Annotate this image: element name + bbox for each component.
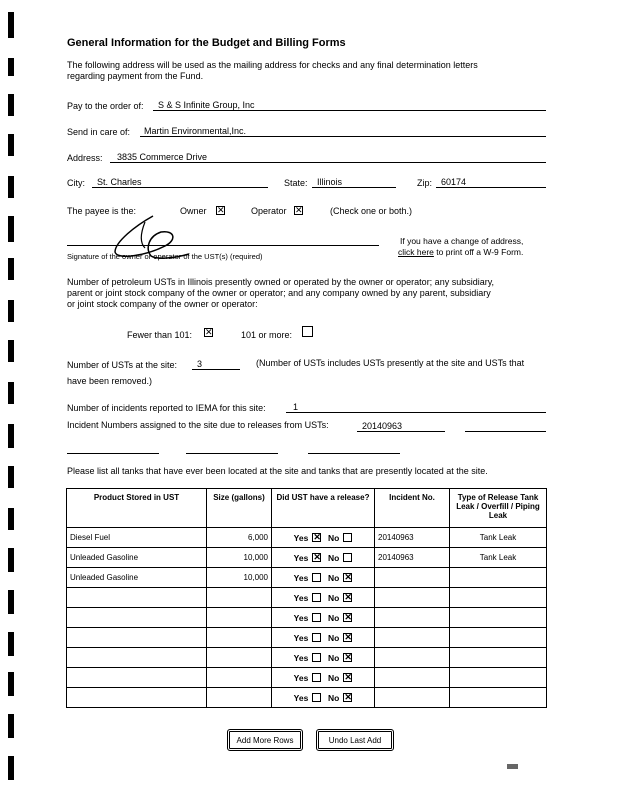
- incident-cell[interactable]: [375, 568, 450, 588]
- incident-numbers-label: Incident Numbers assigned to the site due to releases from USTs:: [67, 420, 329, 430]
- incident-cell[interactable]: [375, 648, 450, 668]
- no-label: No: [327, 652, 340, 663]
- binding-mark: [8, 590, 14, 614]
- release-cell: [272, 688, 375, 708]
- release-cell: [272, 628, 375, 648]
- yes-checkbox[interactable]: [312, 613, 321, 622]
- binding-mark: [8, 756, 14, 780]
- yes-checkbox[interactable]: [312, 653, 321, 662]
- careof-underline: [140, 136, 546, 137]
- table-row: [67, 648, 547, 668]
- col-product-header: Product Stored in UST: [67, 489, 207, 528]
- product-cell[interactable]: Diesel Fuel: [67, 528, 207, 548]
- address-label: Address:: [67, 153, 103, 163]
- incident-number-underline-1: [357, 431, 445, 432]
- release-type-cell[interactable]: [450, 608, 547, 628]
- incidents-underline: [286, 412, 546, 413]
- no-checkbox[interactable]: ✕: [344, 612, 352, 622]
- col-incident-header: Incident No.: [375, 489, 450, 528]
- binding-mark: [8, 94, 14, 116]
- ust-site-field[interactable]: 3: [197, 359, 203, 369]
- state-label: State:: [284, 178, 308, 188]
- col-type-header: Type of Release Tank Leak / Overfill / Piping Leak: [450, 489, 547, 528]
- petroleum-line-1: Number of petroleum USTs in Illinois presently owned or operated by the owner or operator; any subsidiary,: [67, 277, 495, 287]
- incident-cell[interactable]: 20140963: [375, 548, 450, 568]
- release-cell: [272, 528, 375, 548]
- product-cell[interactable]: [67, 628, 207, 648]
- state-field[interactable]: Illinois: [317, 177, 343, 187]
- no-label: No: [327, 572, 340, 583]
- ust-site-note-2: have been removed.): [67, 376, 153, 386]
- binding-mark: [8, 258, 14, 280]
- incident-cell[interactable]: [375, 588, 450, 608]
- binding-mark: [8, 340, 14, 362]
- incident-number-field-1[interactable]: 20140963: [362, 421, 403, 431]
- release-type-cell[interactable]: [450, 568, 547, 588]
- yes-label: Yes: [293, 552, 309, 563]
- binding-mark: [8, 382, 14, 404]
- table-row: [67, 528, 547, 548]
- zip-underline: [436, 187, 546, 188]
- intro-line-1: The following address will be used as the mailing address for checks and any final determination letters: [67, 60, 478, 70]
- size-cell[interactable]: [207, 648, 272, 668]
- col-size-header: Size (gallons): [207, 489, 272, 528]
- table-intro: Please list all tanks that have ever been located at the site and tanks that are presently located at the site.: [67, 466, 488, 476]
- fewer-checkbox[interactable]: ✕: [205, 327, 213, 337]
- size-cell[interactable]: 6,000: [207, 528, 272, 548]
- release-type-cell[interactable]: Tank Leak: [450, 548, 547, 568]
- size-cell[interactable]: [207, 668, 272, 688]
- address-change-line-2: [398, 247, 523, 257]
- product-cell[interactable]: [67, 648, 207, 668]
- incident-cell[interactable]: 20140963: [375, 528, 450, 548]
- address-change-text: If you have a change of address,: [400, 236, 524, 246]
- product-cell[interactable]: [67, 608, 207, 628]
- yes-label: Yes: [293, 692, 309, 703]
- address-field[interactable]: 3835 Commerce Drive: [117, 152, 208, 162]
- yes-checkbox[interactable]: ✕: [313, 552, 321, 562]
- state-underline: [312, 187, 396, 188]
- ust-site-note: (Number of USTs includes USTs presently at the site and USTs that: [256, 358, 525, 368]
- release-cell: [272, 668, 375, 688]
- yes-label: Yes: [293, 632, 309, 643]
- release-cell: [272, 588, 375, 608]
- table-row: [67, 688, 547, 708]
- yes-checkbox[interactable]: [312, 573, 321, 582]
- yes-label: Yes: [293, 672, 309, 683]
- binding-mark: [8, 216, 14, 242]
- city-field[interactable]: St. Charles: [97, 177, 142, 187]
- no-checkbox[interactable]: ✕: [344, 632, 352, 642]
- yes-label: Yes: [293, 612, 309, 623]
- release-cell: [272, 548, 375, 568]
- binding-mark: [8, 300, 14, 322]
- yes-label: Yes: [293, 572, 309, 583]
- payto-underline: [153, 110, 546, 111]
- table-row: [67, 628, 547, 648]
- no-checkbox[interactable]: ✕: [344, 652, 352, 662]
- binding-mark: [8, 632, 14, 656]
- incident-number-underline-5[interactable]: [308, 453, 400, 454]
- no-checkbox[interactable]: [343, 553, 352, 562]
- binding-mark: [8, 466, 14, 488]
- owner-label: Owner: [180, 206, 207, 216]
- binding-mark: [8, 58, 14, 76]
- no-checkbox[interactable]: ✕: [344, 572, 352, 582]
- release-type-cell[interactable]: [450, 668, 547, 688]
- binding-mark: [8, 12, 14, 38]
- w9-link[interactable]: click here: [398, 247, 434, 257]
- petroleum-line-3: or joint stock company of the owner or operator:: [67, 299, 258, 309]
- incident-number-underline-2[interactable]: [465, 431, 546, 432]
- more-checkbox[interactable]: [302, 326, 313, 337]
- release-type-cell[interactable]: [450, 648, 547, 668]
- size-cell[interactable]: [207, 608, 272, 628]
- petroleum-line-2: parent or joint stock company of the owner or operator; and any company owned by any parent, subsidiary: [67, 288, 491, 298]
- binding-mark: [8, 672, 14, 696]
- incidents-label: Number of incidents reported to IEMA for this site:: [67, 403, 266, 413]
- ust-site-underline: [192, 369, 240, 370]
- binding-mark: [8, 424, 14, 448]
- release-cell: [272, 608, 375, 628]
- binding-mark: [8, 714, 14, 738]
- yes-checkbox[interactable]: [312, 593, 321, 602]
- payee-note: (Check one or both.): [330, 206, 413, 216]
- more-label: 101 or more:: [241, 330, 293, 340]
- release-type-cell[interactable]: [450, 688, 547, 708]
- incident-cell[interactable]: [375, 628, 450, 648]
- operator-checkbox[interactable]: ✕: [295, 205, 303, 215]
- owner-checkbox[interactable]: ✕: [217, 205, 225, 215]
- payto-field[interactable]: S & S Infinite Group, Inc: [158, 100, 255, 110]
- incident-cell[interactable]: [375, 668, 450, 688]
- city-label: City:: [67, 178, 85, 188]
- fewer-label: Fewer than 101:: [127, 330, 193, 340]
- scan-mark: [507, 764, 518, 769]
- product-cell[interactable]: [67, 668, 207, 688]
- no-label: No: [327, 532, 340, 543]
- signature-line: [67, 245, 379, 246]
- no-label: No: [327, 612, 340, 623]
- release-type-cell[interactable]: [450, 588, 547, 608]
- table-header-row: [67, 489, 547, 528]
- address-underline: [110, 162, 546, 163]
- binding-mark: [8, 508, 14, 530]
- release-cell: [272, 648, 375, 668]
- no-label: No: [327, 692, 340, 703]
- yes-checkbox[interactable]: [312, 633, 321, 642]
- yes-label: Yes: [293, 532, 309, 543]
- zip-label: Zip:: [417, 178, 433, 188]
- yes-checkbox[interactable]: [312, 693, 321, 702]
- product-cell[interactable]: [67, 688, 207, 708]
- no-label: No: [327, 632, 340, 643]
- undo-last-add-button[interactable]: Undo Last Add: [316, 729, 394, 751]
- binding-mark: [8, 176, 14, 198]
- no-checkbox[interactable]: [343, 533, 352, 542]
- no-label: No: [327, 672, 340, 683]
- release-type-cell[interactable]: Tank Leak: [450, 528, 547, 548]
- yes-label: Yes: [293, 652, 309, 663]
- address-change-rest: to print off a W-9 Form.: [433, 247, 524, 257]
- size-cell[interactable]: [207, 688, 272, 708]
- incident-number-underline-4[interactable]: [186, 453, 278, 454]
- table-row: [67, 568, 547, 588]
- yes-checkbox[interactable]: ✕: [313, 532, 321, 542]
- intro-line-2: regarding payment from the Fund.: [67, 71, 204, 81]
- col-release-header: Did UST have a release?: [272, 489, 375, 528]
- product-cell[interactable]: Unleaded Gasoline: [67, 548, 207, 568]
- size-cell[interactable]: [207, 628, 272, 648]
- table-row: [67, 588, 547, 608]
- binding-mark: [8, 548, 14, 572]
- signature-label: Signature of the owner or operator of the UST(s) (required): [67, 252, 263, 261]
- careof-label: Send in care of:: [67, 127, 131, 137]
- product-cell[interactable]: Unleaded Gasoline: [67, 568, 207, 588]
- no-label: No: [327, 592, 340, 603]
- incident-cell[interactable]: [375, 688, 450, 708]
- size-cell[interactable]: [207, 588, 272, 608]
- city-underline: [92, 187, 268, 188]
- size-cell[interactable]: 10,000: [207, 568, 272, 588]
- page-title: General Information for the Budget and Billing Forms: [67, 37, 346, 49]
- table-row: [67, 548, 547, 568]
- table-row: [67, 608, 547, 628]
- no-checkbox[interactable]: ✕: [344, 592, 352, 602]
- binding-mark: [8, 134, 14, 156]
- release-cell: [272, 568, 375, 588]
- table-row: [67, 668, 547, 688]
- zip-field[interactable]: 60174: [441, 177, 467, 187]
- payee-label: The payee is the:: [67, 206, 137, 216]
- release-type-cell[interactable]: [450, 628, 547, 648]
- tank-table: [66, 488, 547, 708]
- operator-label: Operator: [251, 206, 287, 216]
- yes-label: Yes: [293, 592, 309, 603]
- no-checkbox[interactable]: ✕: [344, 692, 352, 702]
- product-cell[interactable]: [67, 588, 207, 608]
- incident-number-underline-3[interactable]: [67, 453, 159, 454]
- incidents-field[interactable]: 1: [293, 402, 299, 412]
- yes-checkbox[interactable]: [312, 673, 321, 682]
- incident-cell[interactable]: [375, 608, 450, 628]
- ust-site-label: Number of USTs at the site:: [67, 360, 178, 370]
- no-checkbox[interactable]: ✕: [344, 672, 352, 682]
- add-more-rows-button[interactable]: Add More Rows: [227, 729, 303, 751]
- payto-label: Pay to the order of:: [67, 101, 144, 111]
- no-label: No: [327, 552, 340, 563]
- careof-field[interactable]: Martin Environmental,Inc.: [144, 126, 247, 136]
- size-cell[interactable]: 10,000: [207, 548, 272, 568]
